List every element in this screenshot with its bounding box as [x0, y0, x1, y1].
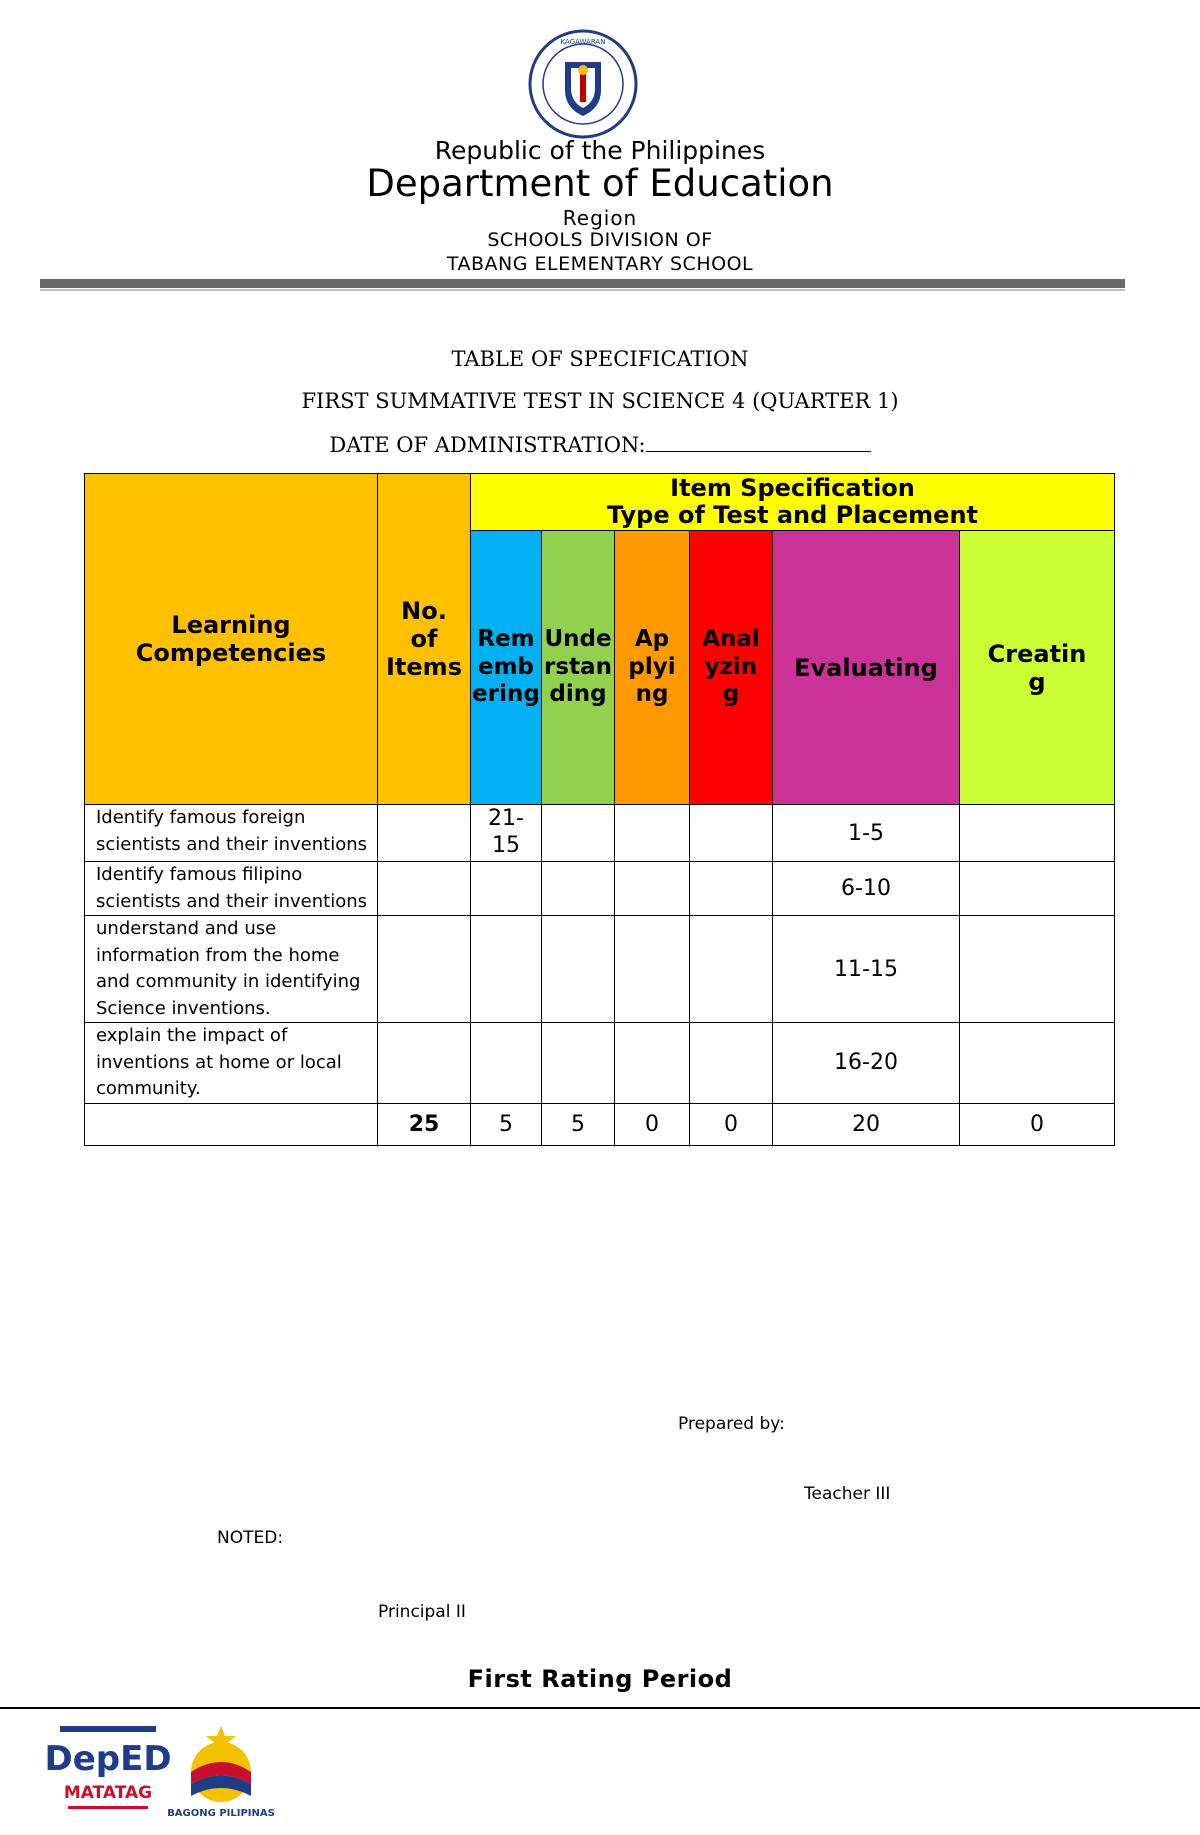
- totals-row: [85, 1103, 1115, 1145]
- header-republic: Republic of the Philippines: [434, 136, 766, 165]
- deped-matatag-logo: [44, 1724, 172, 1820]
- analyzing-cell: [690, 805, 773, 862]
- header-applying: Applying: [615, 531, 690, 805]
- header-evaluating: Evaluating: [773, 531, 960, 805]
- rating-period: First Rating Period: [467, 1665, 733, 1693]
- total-items: 25: [378, 1103, 471, 1145]
- items-cell: [378, 1023, 471, 1104]
- remembering-cell: [471, 862, 542, 916]
- total-applying: 0: [615, 1103, 690, 1145]
- date-blank-line[interactable]: [646, 433, 871, 452]
- doc-title: TABLE OF SPECIFICATION: [451, 347, 749, 371]
- noted-label: NOTED:: [217, 1528, 284, 1548]
- footer-divider: [0, 1707, 1200, 1709]
- total-creating: 0: [960, 1103, 1115, 1145]
- remembering-cell: [471, 1023, 542, 1104]
- competency-cell: Identify famous foreign scientists and their inventions: [85, 805, 378, 862]
- header-creating: Creating: [960, 531, 1115, 805]
- applying-cell: [615, 1023, 690, 1104]
- table-row: [85, 1023, 1115, 1104]
- deped-seal-logo: [527, 28, 639, 140]
- total-remembering: 5: [471, 1103, 542, 1145]
- doc-subtitle: FIRST SUMMATIVE TEST IN SCIENCE 4 (QUARTER 1): [301, 389, 899, 413]
- competency-cell: explain the impact of inventions at home or local community.: [85, 1023, 378, 1104]
- analyzing-cell: [690, 916, 773, 1023]
- prepared-by-label: Prepared by:: [678, 1414, 785, 1434]
- items-cell: [378, 805, 471, 862]
- totals-label-cell: [85, 1103, 378, 1145]
- header-region: Region: [562, 206, 638, 230]
- header-analyzing: Analyzing: [690, 531, 773, 805]
- matatag-logo-text: MATATAG: [63, 1783, 153, 1803]
- total-understanding: 5: [542, 1103, 615, 1145]
- header-divider: [40, 279, 1125, 288]
- spec-line-2: Type of Test and Placement: [607, 501, 979, 529]
- evaluating-cell: 1-5: [773, 805, 960, 862]
- creating-cell: [960, 916, 1115, 1023]
- spec-line-1: Item Specification: [670, 474, 915, 502]
- remembering-cell: [471, 916, 542, 1023]
- svg-text:KAGAWARAN: KAGAWARAN: [560, 38, 606, 46]
- total-analyzing: 0: [690, 1103, 773, 1145]
- table-row: [85, 805, 1115, 862]
- understanding-cell: [542, 916, 615, 1023]
- analyzing-cell: [690, 862, 773, 916]
- header-learning-competencies: Learning Competencies: [85, 474, 378, 805]
- header-divider-shadow: [40, 289, 1125, 291]
- applying-cell: [615, 916, 690, 1023]
- principal-title: Principal II: [378, 1602, 466, 1622]
- creating-cell: [960, 1023, 1115, 1104]
- creating-cell: [960, 805, 1115, 862]
- items-cell: [378, 862, 471, 916]
- bagong-logo-text: BAGONG PILIPINAS: [167, 1808, 275, 1819]
- header-item-specification: [471, 474, 1115, 531]
- understanding-cell: [542, 805, 615, 862]
- table-row: [85, 916, 1115, 1023]
- table-of-specification: [84, 473, 1115, 1146]
- deped-logo-text: DepED: [44, 1739, 172, 1779]
- date-label: DATE OF ADMINISTRATION:: [329, 433, 646, 457]
- evaluating-cell: 6-10: [773, 862, 960, 916]
- items-cell: [378, 916, 471, 1023]
- analyzing-cell: [690, 1023, 773, 1104]
- evaluating-cell: 16-20: [773, 1023, 960, 1104]
- date-of-administration: [0, 433, 1200, 457]
- header-school: TABANG ELEMENTARY SCHOOL: [446, 253, 754, 275]
- understanding-cell: [542, 862, 615, 916]
- applying-cell: [615, 862, 690, 916]
- total-evaluating: 20: [773, 1103, 960, 1145]
- creating-cell: [960, 862, 1115, 916]
- bagong-pilipinas-logo: [167, 1722, 275, 1822]
- competency-cell: Identify famous filipino scientists and their inventions: [85, 862, 378, 916]
- header-division: SCHOOLS DIVISION OF: [487, 229, 713, 251]
- header-remembering: Remembering: [471, 531, 542, 805]
- header-understanding: Understanding: [542, 531, 615, 805]
- evaluating-cell: 11-15: [773, 916, 960, 1023]
- header-no-of-items: No. of Items: [378, 474, 471, 805]
- understanding-cell: [542, 1023, 615, 1104]
- applying-cell: [615, 805, 690, 862]
- competency-cell: understand and use information from the home and community in identifying Science inventions.: [85, 916, 378, 1023]
- teacher-title: Teacher III: [804, 1484, 891, 1504]
- header-department: Department of Education: [366, 162, 834, 205]
- table-row: [85, 862, 1115, 916]
- remembering-cell: 21-15: [471, 805, 542, 862]
